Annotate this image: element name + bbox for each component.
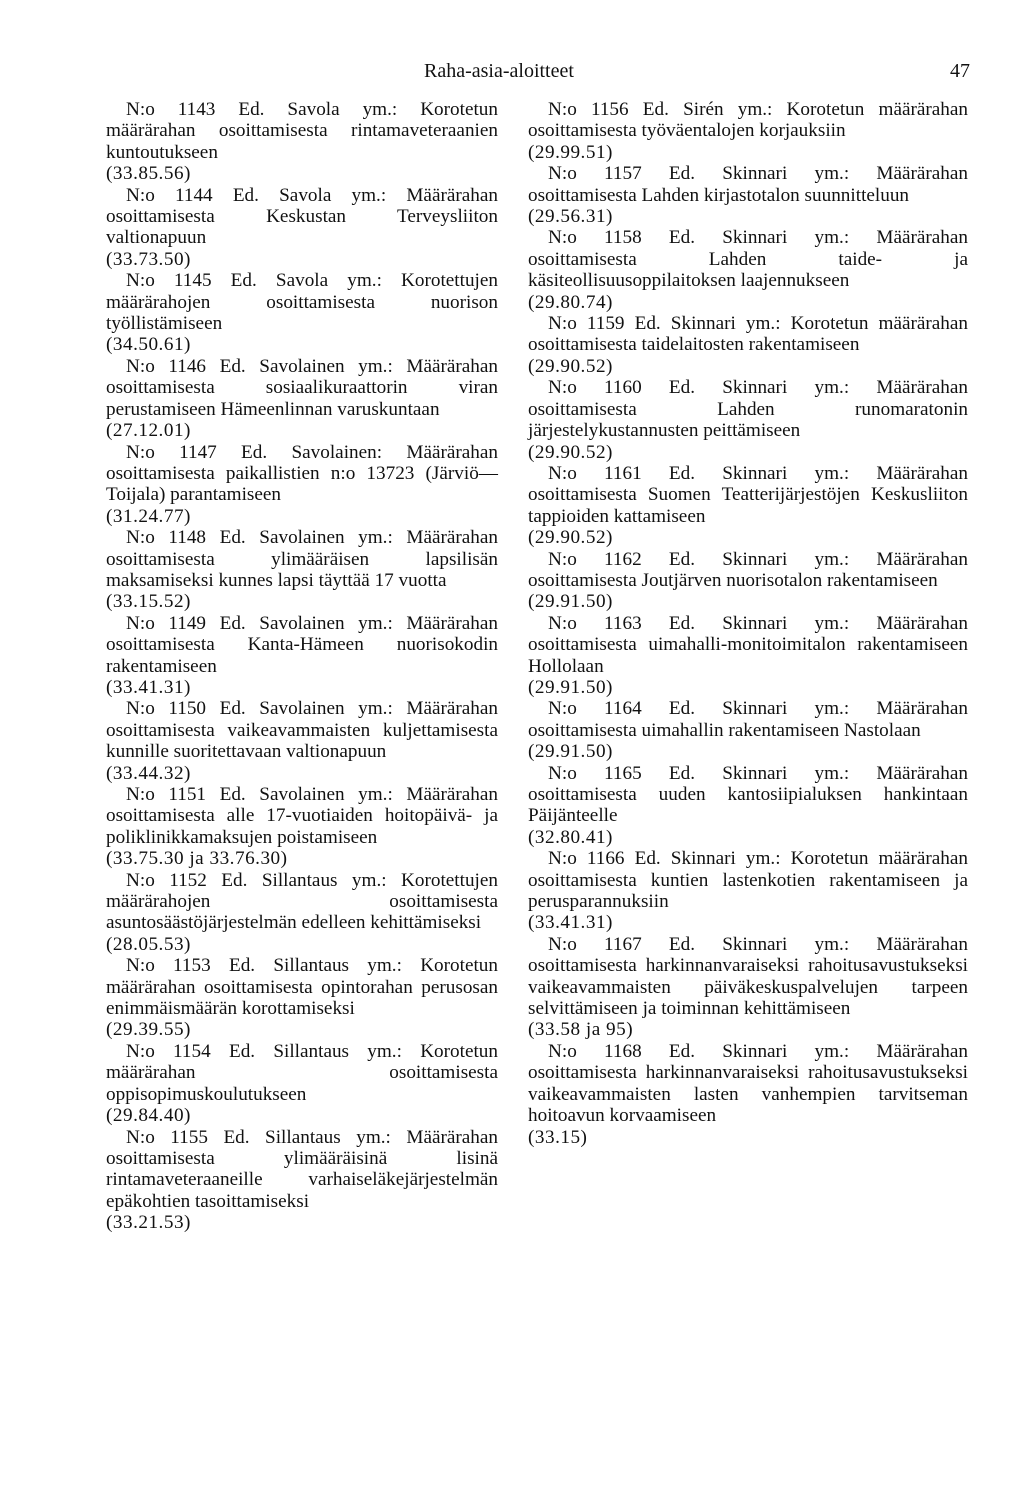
entry-1161 xyxy=(528,463,968,549)
entry-text: N:o 1168 Ed. Skinnari ym.: Määrärahan osoittamisesta harkinnanvaraiseksi rahoitusavustukseksi vaikeavammaisten lasten vanhempien tarvitseman hoitoavun korvaamiseen xyxy=(528,1040,968,1127)
entry-code: (33.44.32) xyxy=(106,762,191,784)
entry-code: (29.91.50) xyxy=(528,676,613,698)
entry-text: N:o 1165 Ed. Skinnari ym.: Määrärahan osoittamisesta uuden kantosiipialuksen hankintaan Päijänteelle xyxy=(528,762,968,827)
page-number: 47 xyxy=(950,60,970,82)
running-title: Raha-asia-aloitteet xyxy=(424,60,574,82)
entry-1165 xyxy=(528,763,968,849)
entry-text: N:o 1163 Ed. Skinnari ym.: Määrärahan osoittamisesta uimahalli-monitoimitalon rakentamiseen Hollolaan xyxy=(528,612,968,677)
entry-text: N:o 1148 Ed. Savolainen ym.: Määrärahan osoittamisesta ylimääräisen lapsilisän maksamiseksi kunnes lapsi täyttää 17 vuotta xyxy=(106,527,498,591)
entry-1146 xyxy=(106,356,498,442)
entry-1166 xyxy=(528,848,968,934)
entry-1158 xyxy=(528,227,968,313)
entry-1163 xyxy=(528,613,968,699)
entry-1160 xyxy=(528,377,968,463)
entry-text: N:o 1146 Ed. Savolainen ym.: Määrärahan osoittamisesta sosiaalikuraattorin viran perustamiseen Hämeenlinnan varuskuntaan xyxy=(106,355,498,420)
entry-code: (29.91.50) xyxy=(528,741,613,763)
entry-text: N:o 1157 Ed. Skinnari ym.: Määrärahan osoittamisesta Lahden kirjastotalon suunnitteluun xyxy=(528,163,968,206)
entry-code: (33.73.50) xyxy=(106,248,191,270)
entry-code: (33.15) xyxy=(528,1126,588,1148)
entry-1154 xyxy=(106,1041,498,1127)
entry-1149 xyxy=(106,613,498,699)
entry-1157 xyxy=(528,163,968,227)
entry-code: (33.58 ja 95) xyxy=(528,1019,634,1041)
page-header xyxy=(0,58,1024,88)
entry-text: N:o 1147 Ed. Savolainen: Määrärahan osoittamisesta paikallistien n:o 13723 (Järviö—Toijala) parantamiseen xyxy=(106,441,498,506)
left-column xyxy=(106,99,498,1234)
entry-code: (28.05.53) xyxy=(106,933,191,955)
entry-code: (29.99.51) xyxy=(528,141,613,163)
entry-1147 xyxy=(106,442,498,528)
entry-1145 xyxy=(106,270,498,356)
entry-1144 xyxy=(106,185,498,271)
entry-1159 xyxy=(528,313,968,377)
entry-text: N:o 1149 Ed. Savolainen ym.: Määrärahan osoittamisesta Kanta-Hämeen nuorisokodin rakentamiseen xyxy=(106,612,498,677)
entry-code: (29.90.52) xyxy=(528,355,613,377)
entry-1155 xyxy=(106,1127,498,1234)
entry-text: N:o 1162 Ed. Skinnari ym.: Määrärahan osoittamisesta Joutjärven nuorisotalon rakentamiseen xyxy=(528,548,968,591)
entry-code: (31.24.77) xyxy=(106,505,191,527)
entry-1162 xyxy=(528,549,968,613)
entry-text: N:o 1144 Ed. Savola ym.: Määrärahan osoittamisesta Keskustan Terveysliiton valtionapuun xyxy=(106,184,498,249)
entry-code: (27.12.01) xyxy=(106,420,191,442)
entry-text: N:o 1153 Ed. Sillantaus ym.: Korotetun määrärahan osoittamisesta opintorahan perusosan enimmäismäärän korottamiseksi xyxy=(106,955,498,1020)
right-column xyxy=(528,99,968,1148)
entry-1167 xyxy=(528,934,968,1041)
entry-code: (29.80.74) xyxy=(528,291,613,313)
entry-text: N:o 1156 Ed. Sirén ym.: Korotetun määrärahan osoittamisesta työväentalojen korjauksiin xyxy=(528,99,968,142)
entry-code: (29.90.52) xyxy=(528,441,613,463)
entry-code: (33.41.31) xyxy=(106,676,191,698)
entry-text: N:o 1161 Ed. Skinnari ym.: Määrärahan osoittamisesta Suomen Teatterijärjestöjen Keskusliiton tappioiden kattamiseen xyxy=(528,462,968,527)
entry-1150 xyxy=(106,698,498,784)
entry-1168 xyxy=(528,1041,968,1148)
entry-text: N:o 1150 Ed. Savolainen ym.: Määrärahan osoittamisesta vaikeavammaisten kuljettamisesta kunnille suoritettavaan valtionapuun xyxy=(106,698,498,763)
entry-text: N:o 1143 Ed. Savola ym.: Korotetun määrärahan osoittamisesta rintamaveteraanien kuntoutukseen xyxy=(106,99,498,163)
entry-code: (33.41.31) xyxy=(528,912,613,934)
entry-text: N:o 1164 Ed. Skinnari ym.: Määrärahan osoittamisesta uimahallin rakentamiseen Nastolaan xyxy=(528,698,968,741)
entry-code: (33.21.53) xyxy=(106,1212,191,1234)
entry-1143 xyxy=(106,99,498,185)
entry-text: N:o 1166 Ed. Skinnari ym.: Korotetun määrärahan osoittamisesta kuntien lastenkotien rakentamiseen ja perusparannuksiin xyxy=(528,848,968,913)
entry-code: (29.39.55) xyxy=(106,1019,191,1041)
entry-1148 xyxy=(106,527,498,613)
entry-text: N:o 1158 Ed. Skinnari ym.: Määrärahan osoittamisesta Lahden taide- ja käsiteollisuusoppilaitoksen laajennukseen xyxy=(528,227,968,292)
entry-code: (29.91.50) xyxy=(528,591,613,613)
entry-code: (33.85.56) xyxy=(106,163,191,185)
entry-1151 xyxy=(106,784,498,870)
entry-text: N:o 1160 Ed. Skinnari ym.: Määrärahan osoittamisesta Lahden runomaratonin järjestelykustannusten peittämiseen xyxy=(528,377,968,442)
entry-text: N:o 1151 Ed. Savolainen ym.: Määrärahan osoittamisesta alle 17-vuotiaiden hoitopäivä- ja poliklinikkamaksujen poistamiseen xyxy=(106,784,498,848)
entry-1164 xyxy=(528,698,968,762)
entry-text: N:o 1167 Ed. Skinnari ym.: Määrärahan osoittamisesta harkinnanvaraiseksi rahoitusavustukseksi vaikeavammaisten päiväkeskuspalvelujen tarpeen selvittämiseen ja toiminnan kehittämiseen xyxy=(528,933,968,1020)
entry-code: (29.84.40) xyxy=(106,1105,191,1127)
entry-text: N:o 1152 Ed. Sillantaus ym.: Korotettujen määrärahojen osoittamisesta asuntosäästöjärjestelmän edelleen kehittämiseksi xyxy=(106,869,498,934)
entry-text: N:o 1159 Ed. Skinnari ym.: Korotetun määrärahan osoittamisesta taidelaitosten rakentamiseen xyxy=(528,313,968,356)
entry-code: (29.90.52) xyxy=(528,527,613,549)
entry-code: (32.80.41) xyxy=(528,826,613,848)
entry-code: (33.15.52) xyxy=(106,591,191,613)
entry-text: N:o 1145 Ed. Savola ym.: Korotettujen määrärahojen osoittamisesta nuorison työllistämiseen xyxy=(106,270,498,335)
entry-code: (34.50.61) xyxy=(106,334,191,356)
entry-code: (33.75.30 ja 33.76.30) xyxy=(106,848,288,870)
entry-text: N:o 1154 Ed. Sillantaus ym.: Korotetun määrärahan osoittamisesta oppisopimuskoulutukseen xyxy=(106,1040,498,1105)
entry-1156 xyxy=(528,99,968,163)
entry-text: N:o 1155 Ed. Sillantaus ym.: Määrärahan osoittamisesta ylimääräisinä lisinä rintamaveteraaneille varhaiseläkejärjestelmän epäkohtien tasoittamiseksi xyxy=(106,1126,498,1212)
entry-1152 xyxy=(106,870,498,956)
entry-1153 xyxy=(106,955,498,1041)
entry-code: (29.56.31) xyxy=(528,206,613,228)
